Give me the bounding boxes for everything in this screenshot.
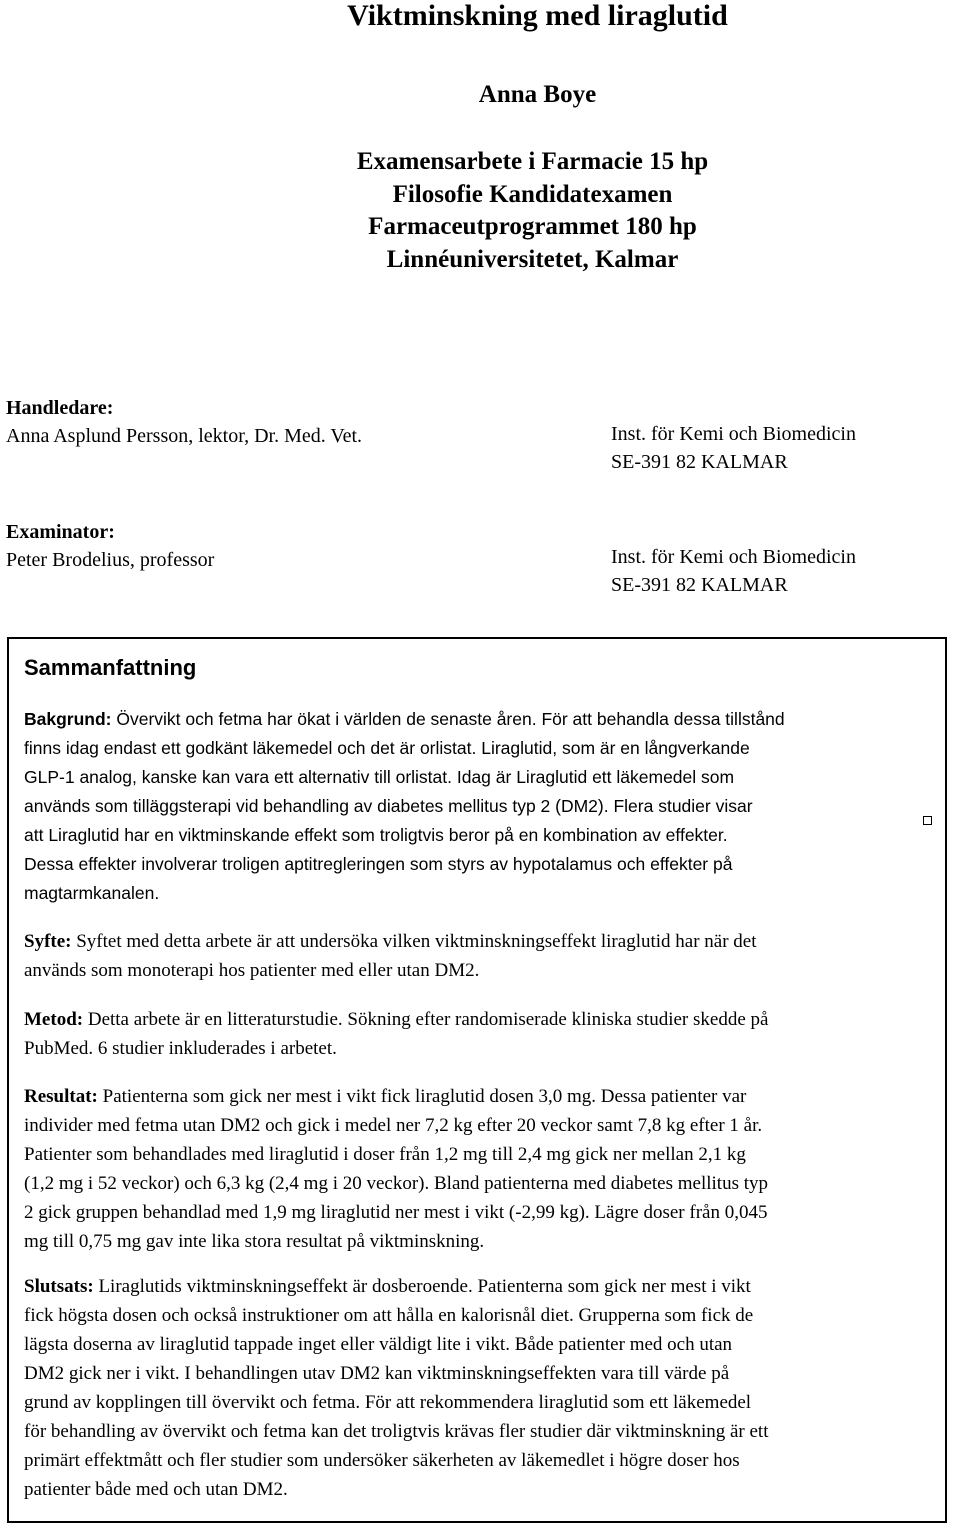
text-line: grund av kopplingen till övervikt och fetma. För att rekommendera liraglutid som ett läkemedel	[24, 1392, 752, 1413]
text-line: primärt effektmått och fler studier som undersöker säkerheten av läkemedlet i högre doser hos	[24, 1450, 740, 1471]
document-title: Viktminskning med liraglutid	[347, 0, 728, 32]
degree-info	[0, 146, 960, 276]
text-line: (1,2 mg i 52 veckor) och 6,3 kg (2,4 mg i 20 veckor). Bland patienterna med diabetes mellitus typ	[24, 1173, 768, 1194]
supervisor-label: Handledare:	[6, 397, 114, 419]
summary-box	[7, 637, 947, 1523]
examiner-block	[6, 518, 214, 574]
text-line: 2 gick gruppen behandlad med 1,9 mg liraglutid ner mest i vikt (-2,99 kg). Lägre doser från 0,045	[24, 1202, 768, 1223]
text-line: används som monoterapi hos patienter med eller utan DM2.	[24, 960, 480, 981]
text-line: att Liraglutid har en viktminskande effekt som troligtvis beror på en kombination av effekter.	[24, 825, 728, 845]
text-line: finns idag endast ett godkänt läkemedel och det är orlistat. Liraglutid, som är en långverkande	[24, 738, 750, 758]
degree-line: Farmaceutprogrammet 180 hp	[368, 213, 697, 240]
examiner-label: Examinator:	[6, 521, 115, 543]
degree-line: Filosofie Kandidatexamen	[392, 180, 673, 208]
degree-line: Linnéuniversitetet, Kalmar	[386, 245, 679, 273]
text-line: Liraglutids viktminskningseffekt är dosberoende. Patienterna som gick ner mest i vikt	[93, 1276, 751, 1297]
background-label: Bakgrund:	[24, 709, 112, 729]
text-line: används som tilläggsterapi vid behandling av diabetes mellitus typ 2 (DM2). Flera studier visar	[24, 796, 753, 816]
comment-marker-icon	[923, 816, 932, 825]
text-line: mg till 0,75 mg gav inte lika stora resultat på viktminskning.	[24, 1231, 485, 1252]
author-name: Anna Boye	[478, 81, 597, 108]
text-line: för behandling av övervikt och fetma kan det troligtvis krävas fler studier där viktminskning är ett	[24, 1421, 769, 1442]
results-label: Resultat:	[24, 1086, 98, 1107]
text-line: Patienter som behandlades med liraglutid i doser från 1,2 mg till 2,4 mg gick ner mellan 2,1 kg	[24, 1144, 746, 1165]
supervisor-affiliation	[611, 420, 856, 476]
aim-paragraph	[24, 927, 949, 985]
text-line: magtarmkanalen.	[24, 883, 160, 903]
examiner-name: Peter Brodelius, professor	[6, 549, 215, 571]
text-line: Patienterna som gick ner mest i vikt fick liraglutid dosen 3,0 mg. Dessa patienter var	[97, 1086, 747, 1107]
background-paragraph	[24, 705, 949, 908]
supervisor-name: Anna Asplund Persson, lektor, Dr. Med. Vet.	[6, 425, 363, 447]
supervisor-block	[6, 394, 362, 450]
text-line: Syftet med detta arbete är att undersöka vilken viktminskningseffekt liraglutid har när det	[71, 931, 757, 952]
results-paragraph	[24, 1082, 949, 1256]
conclusions-label: Slutsats:	[24, 1276, 94, 1297]
text-line: Dessa effekter involverar troligen aptitregleringen som styrs av hypotalamus och effekter på	[24, 854, 733, 874]
method-label: Metod:	[24, 1009, 84, 1030]
summary-heading: Sammanfattning	[24, 655, 197, 680]
text-line: Detta arbete är en litteraturstudie. Sökning efter randomiserade kliniska studier skedde på	[83, 1009, 769, 1030]
supervisor-address: SE-391 82 KALMAR	[611, 451, 788, 473]
text-line: patienter både med och utan DM2.	[24, 1479, 288, 1500]
text-line: Övervikt och fetma har ökat i världen de senaste åren. För att behandla dessa tillstånd	[111, 709, 785, 729]
aim-label: Syfte:	[24, 931, 72, 952]
text-line: DM2 gick ner i vikt. I behandlingen utav DM2 kan viktminskningseffekten vara till värde på	[24, 1363, 730, 1384]
conclusions-paragraph	[24, 1272, 949, 1504]
text-line: GLP-1 analog, kanske kan vara ett alternativ till orlistat. Idag är Liraglutid ett läkemedel som	[24, 767, 735, 787]
method-paragraph	[24, 1005, 949, 1063]
examiner-affiliation	[611, 543, 856, 599]
text-line: fick högsta dosen och också instruktioner om att hålla en kalorisnål diet. Grupperna som fick de	[24, 1305, 754, 1326]
text-line: lägsta doserna av liraglutid tappade inget eller väldigt lite i vikt. Både patienter med och utan	[24, 1334, 733, 1355]
text-line: PubMed. 6 studier inkluderades i arbetet.	[24, 1038, 337, 1059]
degree-line: Examensarbete i Farmacie 15 hp	[356, 148, 709, 175]
text-line: individer med fetma utan DM2 och gick i medel ner 7,2 kg efter 20 veckor samt 7,8 kg efter 1 år.	[24, 1115, 763, 1136]
examiner-dept: Inst. för Kemi och Biomedicin	[611, 546, 856, 568]
examiner-address: SE-391 82 KALMAR	[611, 574, 788, 596]
supervisor-dept: Inst. för Kemi och Biomedicin	[611, 423, 856, 445]
